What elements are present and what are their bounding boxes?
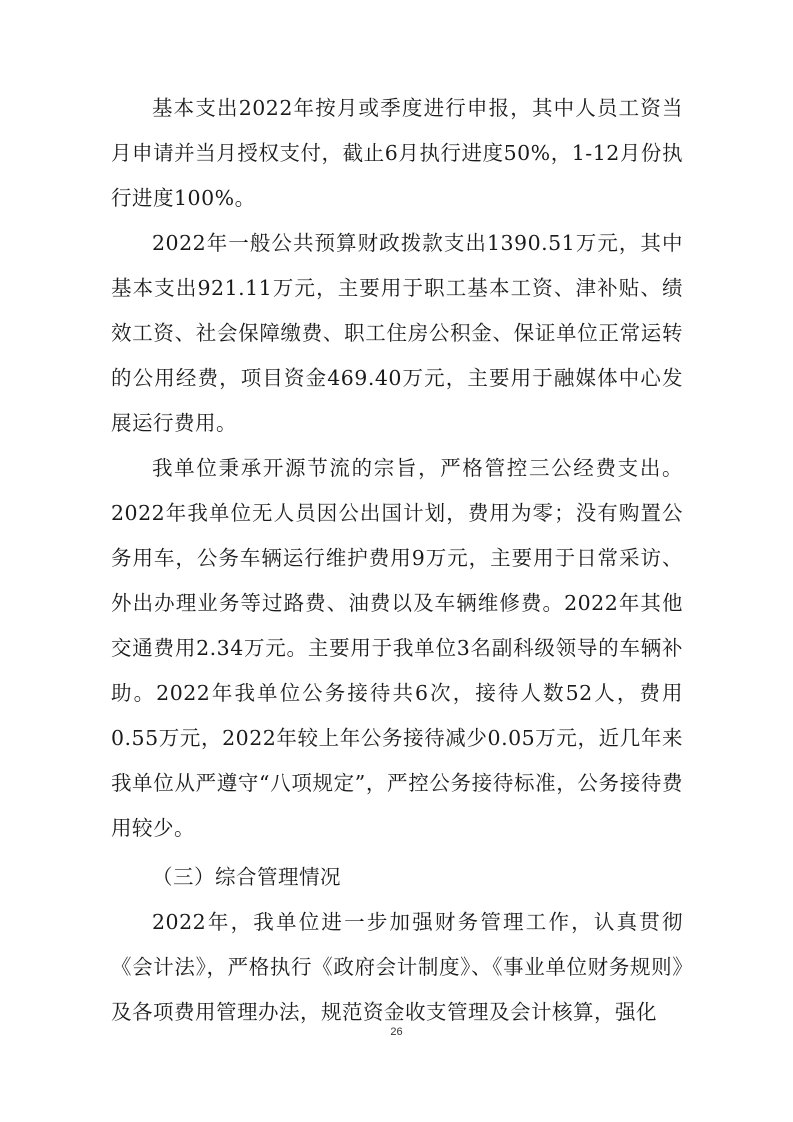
page-number: 26	[390, 1026, 403, 1038]
paragraph-basic-expenditure: 基本支出2022年按月或季度进行申报，其中人员工资当月申请并当月授权支付，截止6月执行进度50%，1-12月份执行进度100%。	[111, 96, 683, 210]
paragraph-financial-management: 2022年，我单位进一步加强财务管理工作，认真贯彻《会计法》，严格执行《政府会计制度》、《事业单位财务规则》及各项费用管理办法，规范资金收支管理及会计核算，强化	[111, 910, 683, 1024]
document-body	[111, 86, 683, 1035]
section-heading: （三）综合管理情况	[152, 865, 341, 889]
paragraph-three-public-expenses: 我单位秉承开源节流的宗旨，严格管控三公经费支出。2022年我单位无人员因公出国计划，费用为零；没有购置公务用车，公务车辆运行维护费用9万元，主要用于日常采访、外出办理业务等过路费、油费以及车辆维修费。2022年其他交通费用2.34万元。主要用于我单位3名副科级领导的车辆补助。2022年我单位公务接待共6次，接待人数52人，费用0.55万元，2022年较上年公务接待减少0.05万元，近几年来我单位从严遵守“八项规定”，严控公务接待标准，公务接待费用较少。	[111, 456, 683, 840]
paragraph-budget-expenditure: 2022年一般公共预算财政拨款支出1390.51万元，其中基本支出921.11万元，主要用于职工基本工资、津补贴、绩效工资、社会保障缴费、职工住房公积金、保证单位正常运转的公用经费，项目资金469.40万元，主要用于融媒体中心发展运行费用。	[111, 231, 683, 435]
